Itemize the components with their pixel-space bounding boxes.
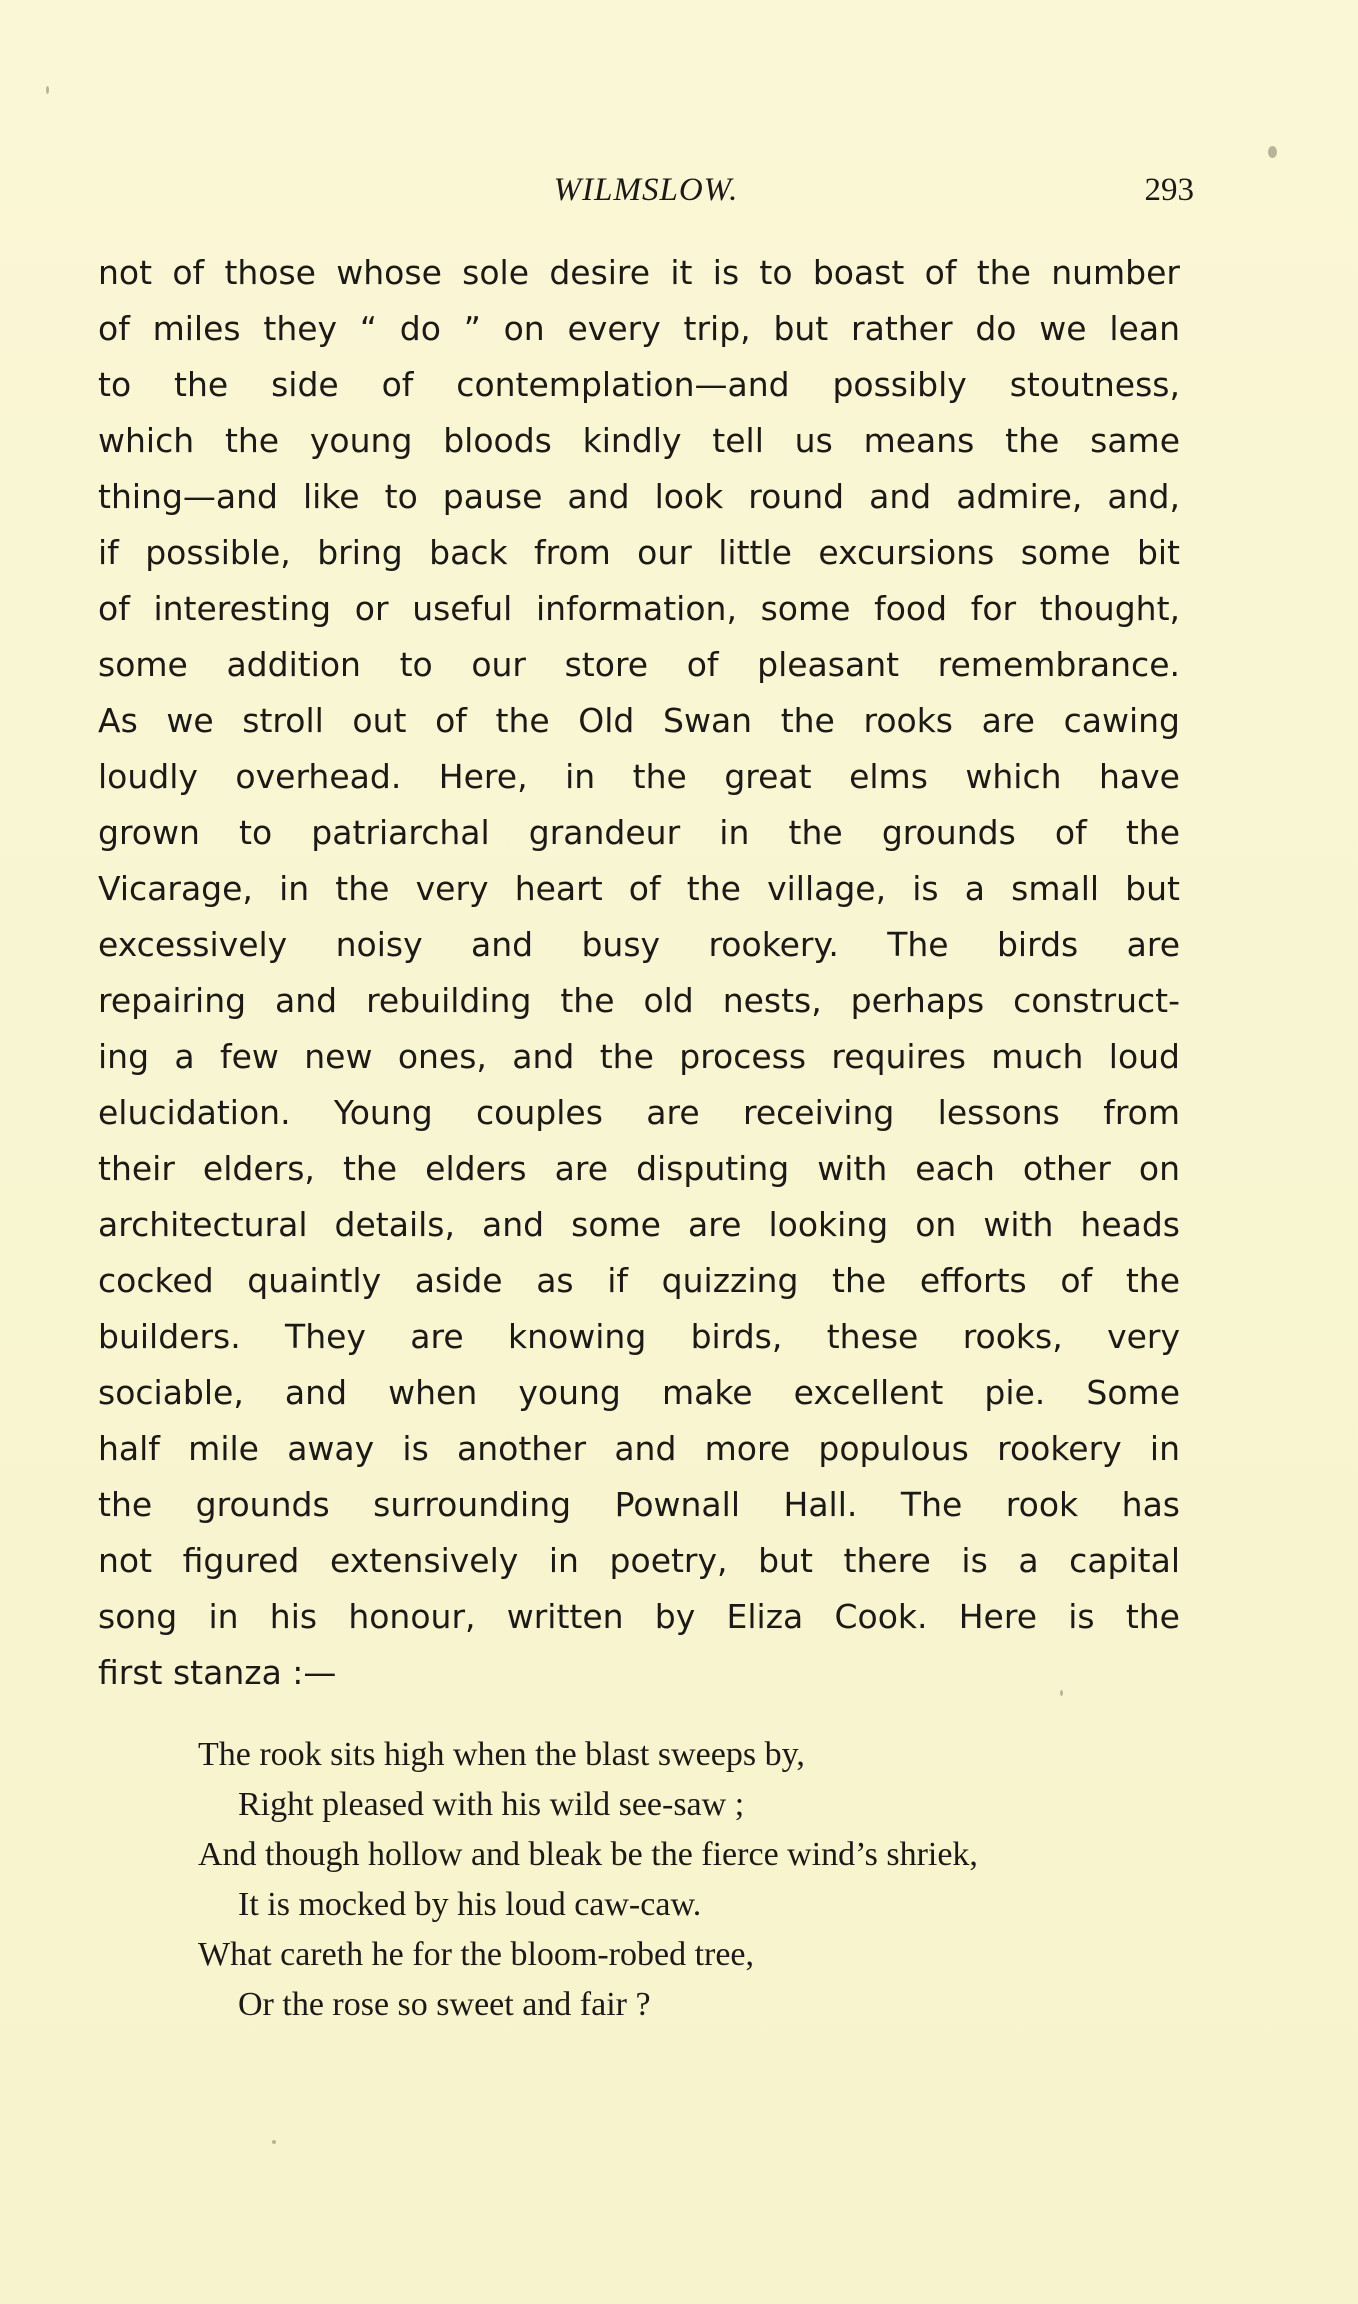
text-line: As we stroll out of the Old Swan the rooks are cawing [98,701,1180,740]
poem-line: What careth he for the bloom-robed tree, [198,1936,755,1973]
poem-line: The rook sits high when the blast sweeps by, [198,1736,805,1773]
text-line: thing—and like to pause and look round and admire, and, [98,477,1180,516]
running-title: WILMSLOW. [553,172,739,208]
text-line: of miles they “ do ” on every trip, but rather do we lean [98,309,1180,348]
text-line: architectural details, and some are looking on with heads [98,1205,1180,1244]
poem-line: And though hollow and bleak be the fierce wind’s shriek, [198,1836,978,1873]
text-line: song in his honour, written by Eliza Cook. Here is the [98,1597,1180,1636]
text-line: if possible, bring back from our little excursions some bit [98,533,1180,572]
text-line: elucidation. Young couples are receiving lessons from [98,1093,1180,1132]
running-head [98,168,1194,218]
paper-speck [1060,1690,1063,1696]
poem-line: Right pleased with his wild see-saw ; [238,1786,745,1823]
poem-stanza [198,1730,1198,2030]
text-line: Vicarage, in the very heart of the village, is a small but [98,869,1180,908]
text-line: sociable, and when young make excellent pie. Some [98,1373,1180,1412]
text-line: first stanza :— [98,1653,337,1692]
text-line: which the young bloods kindly tell us means the same [98,421,1180,460]
text-line: some addition to our store of pleasant remembrance. [98,645,1180,684]
text-line: builders. They are knowing birds, these rooks, very [98,1317,1180,1356]
paper-speck [1268,146,1277,158]
text-line: the grounds surrounding Pownall Hall. The rook has [98,1485,1180,1524]
text-line: of interesting or useful information, some food for thought, [98,589,1180,628]
body-paragraph [98,245,1180,1701]
text-line: loudly overhead. Here, in the great elms which have [98,757,1180,796]
paper-speck [46,86,49,94]
text-line: cocked quaintly aside as if quizzing the efforts of the [98,1261,1180,1300]
poem-line: It is mocked by his loud caw-caw. [238,1886,702,1923]
text-line: to the side of contemplation—and possibly stoutness, [98,365,1180,404]
text-line: repairing and rebuilding the old nests, perhaps construct- [98,981,1180,1020]
text-line: ing a few new ones, and the process requires much loud [98,1037,1180,1076]
text-line: not of those whose sole desire it is to boast of the number [98,253,1180,292]
text-line: half mile away is another and more populous rookery in [98,1429,1180,1468]
poem-line: Or the rose so sweet and fair ? [238,1986,651,2023]
text-line: grown to patriarchal grandeur in the grounds of the [98,813,1180,852]
page-number: 293 [1144,172,1194,208]
text-line: their elders, the elders are disputing with each other on [98,1149,1180,1188]
paper-speck [272,2140,276,2144]
text-line: not figured extensively in poetry, but there is a capital [98,1541,1180,1580]
text-line: excessively noisy and busy rookery. The birds are [98,925,1180,964]
